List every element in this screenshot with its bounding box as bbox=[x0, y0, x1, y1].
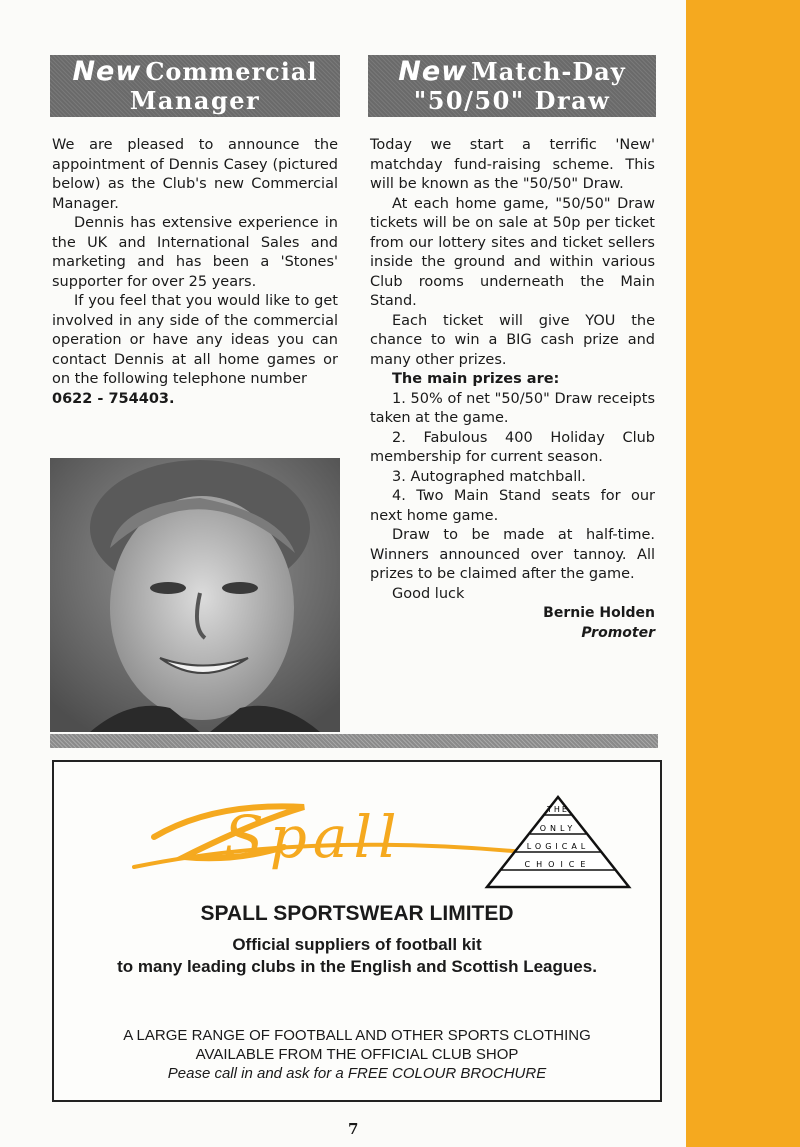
heading-text: Match-Day bbox=[471, 57, 626, 86]
article-paragraph: Dennis has extensive experience in the UK and International Sales and marketing and has been a 'Stones' supporter for over 25 years. bbox=[52, 215, 338, 290]
telephone-number: 0622 - 754403. bbox=[52, 390, 175, 407]
brochure-line: Pease call in and ask for a FREE COLOUR BROCHURE bbox=[167, 1065, 547, 1082]
heading-line-2: "50/50" Draw bbox=[413, 86, 611, 115]
range-line: A LARGE RANGE OF FOOTBALL AND OTHER SPORTS CLOTHING bbox=[123, 1027, 591, 1044]
article-paragraph: Draw to be made at half-time. Winners announced over tannoy. All prizes to be claimed after the game. bbox=[370, 527, 655, 582]
tagline-word: LOGICAL bbox=[526, 842, 590, 851]
article-paragraph: Each ticket will give YOU the chance to win a BIG cash prize and many other prizes. bbox=[370, 312, 655, 368]
prize-item: 4. Two Main Stand seats for our next home game. bbox=[370, 488, 655, 524]
fifty-fifty-draw-heading bbox=[368, 55, 656, 117]
prize-item: 3. Autographed matchball. bbox=[392, 468, 586, 485]
article-paragraph: We are pleased to announce the appointment of Dennis Casey (pictured below) as the Club's new Commercial Manager. bbox=[52, 137, 338, 212]
heading-new-label: New bbox=[398, 56, 468, 87]
range-text bbox=[54, 1026, 660, 1083]
commercial-manager-heading bbox=[50, 55, 340, 117]
prizes-title: The main prizes are: bbox=[392, 371, 560, 387]
tagline-word: THE bbox=[547, 805, 569, 814]
tagline-word: ONLY bbox=[539, 824, 577, 833]
sidebar-title-graphic bbox=[686, 0, 800, 1147]
range-line: AVAILABLE FROM THE OFFICIAL CLUB SHOP bbox=[195, 1046, 519, 1063]
suppliers-line: to many leading clubs in the English and Scottish Leagues. bbox=[117, 957, 597, 976]
heading-new-label: New bbox=[72, 56, 142, 87]
dennis-casey-photo bbox=[50, 458, 340, 732]
commercial-manager-article bbox=[52, 136, 338, 409]
suppliers-text bbox=[54, 934, 660, 978]
commercial-corner-sidebar bbox=[686, 0, 800, 1147]
signoff-name: Bernie Holden bbox=[543, 605, 655, 621]
tagline-word: CHOICE bbox=[524, 860, 592, 869]
article-paragraph: Today we start a terrific 'New' matchday fund-raising scheme. This will be known as the "50/50" Draw. bbox=[370, 137, 655, 192]
spall-advertisement bbox=[52, 760, 662, 1102]
prize-item: 2. Fabulous 400 Holiday Club membership for current season. bbox=[370, 429, 655, 465]
suppliers-line: Official suppliers of football kit bbox=[232, 935, 482, 954]
page-number: 7 bbox=[348, 1120, 359, 1138]
company-name: SPALL SPORTSWEAR LIMITED bbox=[200, 902, 514, 925]
spall-script-logo: Spall bbox=[224, 803, 403, 871]
heading-line-2: Manager bbox=[129, 86, 261, 115]
prize-item: 1. 50% of net "50/50" Draw receipts taken at the game. bbox=[370, 390, 655, 426]
good-luck: Good luck bbox=[392, 585, 465, 602]
fifty-fifty-draw-article bbox=[370, 136, 655, 643]
heading-text: Commercial bbox=[145, 57, 318, 86]
article-paragraph: If you feel that you would like to get involved in any side of the commercial operation or have any ideas you can contact Dennis at all home games or on the following telephone number bbox=[52, 293, 338, 387]
signoff-role: Promoter bbox=[581, 624, 655, 641]
section-divider bbox=[50, 734, 658, 748]
spall-logo bbox=[54, 762, 660, 902]
article-paragraph: At each home game, "50/50" Draw tickets will be on sale at 50p per ticket from our lottery sites and ticket sellers inside the ground and within various Club rooms underneath the Main Stand. bbox=[370, 195, 655, 309]
